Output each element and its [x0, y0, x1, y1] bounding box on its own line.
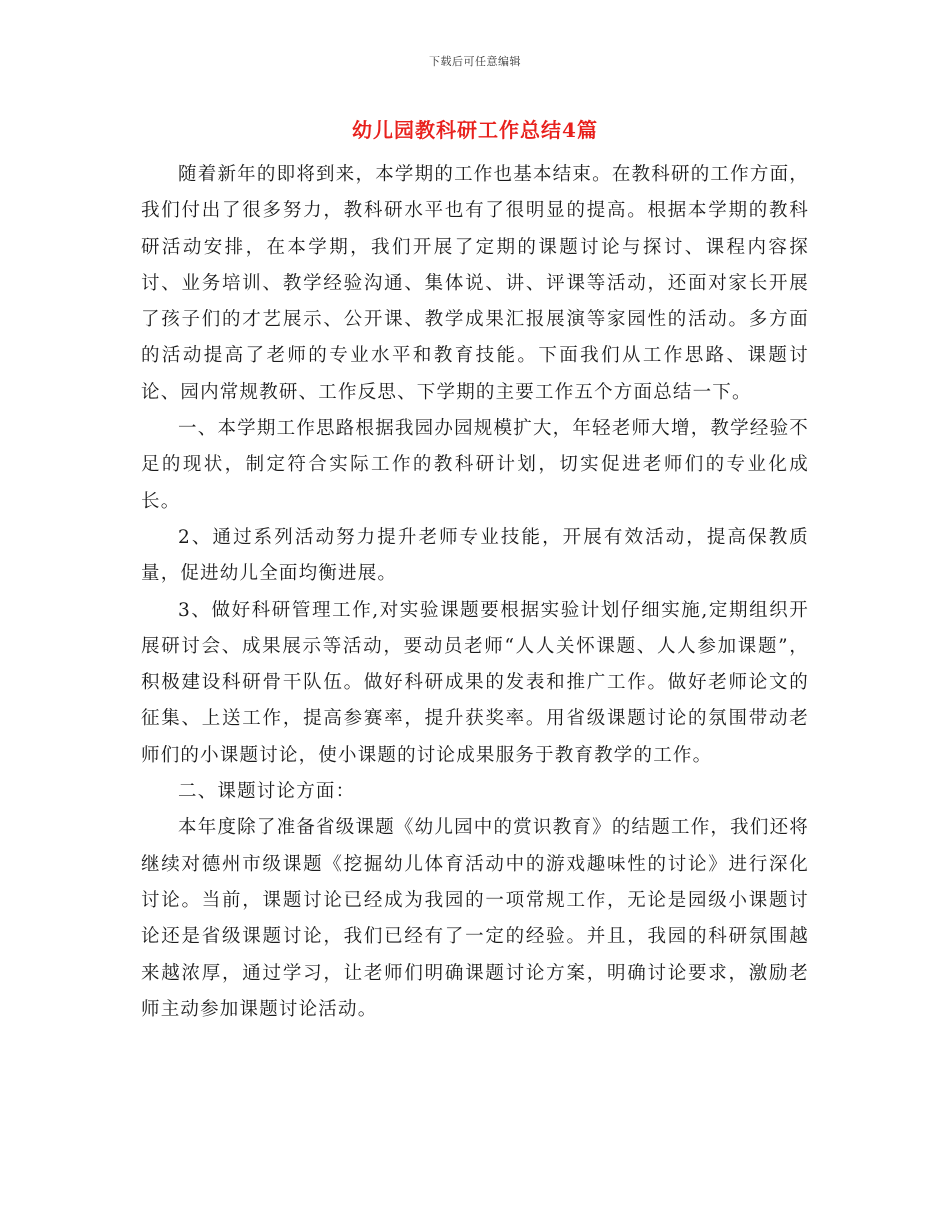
document-title: 幼儿园教科研工作总结4篇 — [352, 118, 598, 142]
paragraph-work-ideas: 一、本学期工作思路根据我园办园规模扩大，年轻老师大增，教学经验不足的现状，制定符合实际工作的教科研计划，切实促进老师们的专业化成长。 — [141, 418, 809, 512]
paragraph-research: 本年度除了准备省级课题《幼儿园中的赏识教育》的结题工作，我们还将继续对德州市级课题《挖掘幼儿体育活动中的游戏趣味性的讨论》进行深化讨论。当前，课题讨论已经成为我园的一项常规工作，无论是园级小课题讨论还是省级课题讨论，我们已经有了一定的经验。并且，我园的科研氛围越来越浓厚，通过学习，让老师们明确课题讨论方案，明确讨论要求，激励老师主动参加课题讨论活动。 — [141, 817, 809, 1020]
document-body — [141, 157, 809, 1028]
paragraph-item-3: 3、做好科研管理工作,对实验课题要根据实验计划仔细实施,定期组织开展研讨会、成果展示等活动，要动员老师“人人关怀课题、人人参加课题”，积极建设科研骨干队伍。做好科研成果的发表和推广工作。做好老师论文的征集、上送工作，提高参赛率，提升获奖率。用省级课题讨论的氛围带动老师们的小课题讨论，使小课题的讨论成果服务于教育教学的工作。 — [141, 599, 809, 766]
paragraph-item-2: 2、通过系列活动努力提升老师专业技能，开展有效活动，提高保教质量，促进幼儿全面均衡进展。 — [141, 526, 809, 585]
paragraph-intro: 随着新年的即将到来，本学期的工作也基本结束。在教科研的工作方面，我们付出了很多努力，教科研水平也有了很明显的提高。根据本学期的教科研活动安排，在本学期，我们开展了定期的课题讨论与探讨、课程内容探讨、业务培训、教学经验沟通、集体说、讲、评课等活动，还面对家长开展了孩子们的才艺展示、公开课、教学成果汇报展演等家园性的活动。多方面的活动提高了老师的专业水平和教育技能。下面我们从工作思路、课题讨论、园内常规教研、工作反思、下学期的主要工作五个方面总结一下。 — [141, 164, 809, 403]
section-heading-research: 二、课题讨论方面： — [178, 781, 356, 803]
header-note: 下载后可任意编辑 — [429, 55, 521, 68]
